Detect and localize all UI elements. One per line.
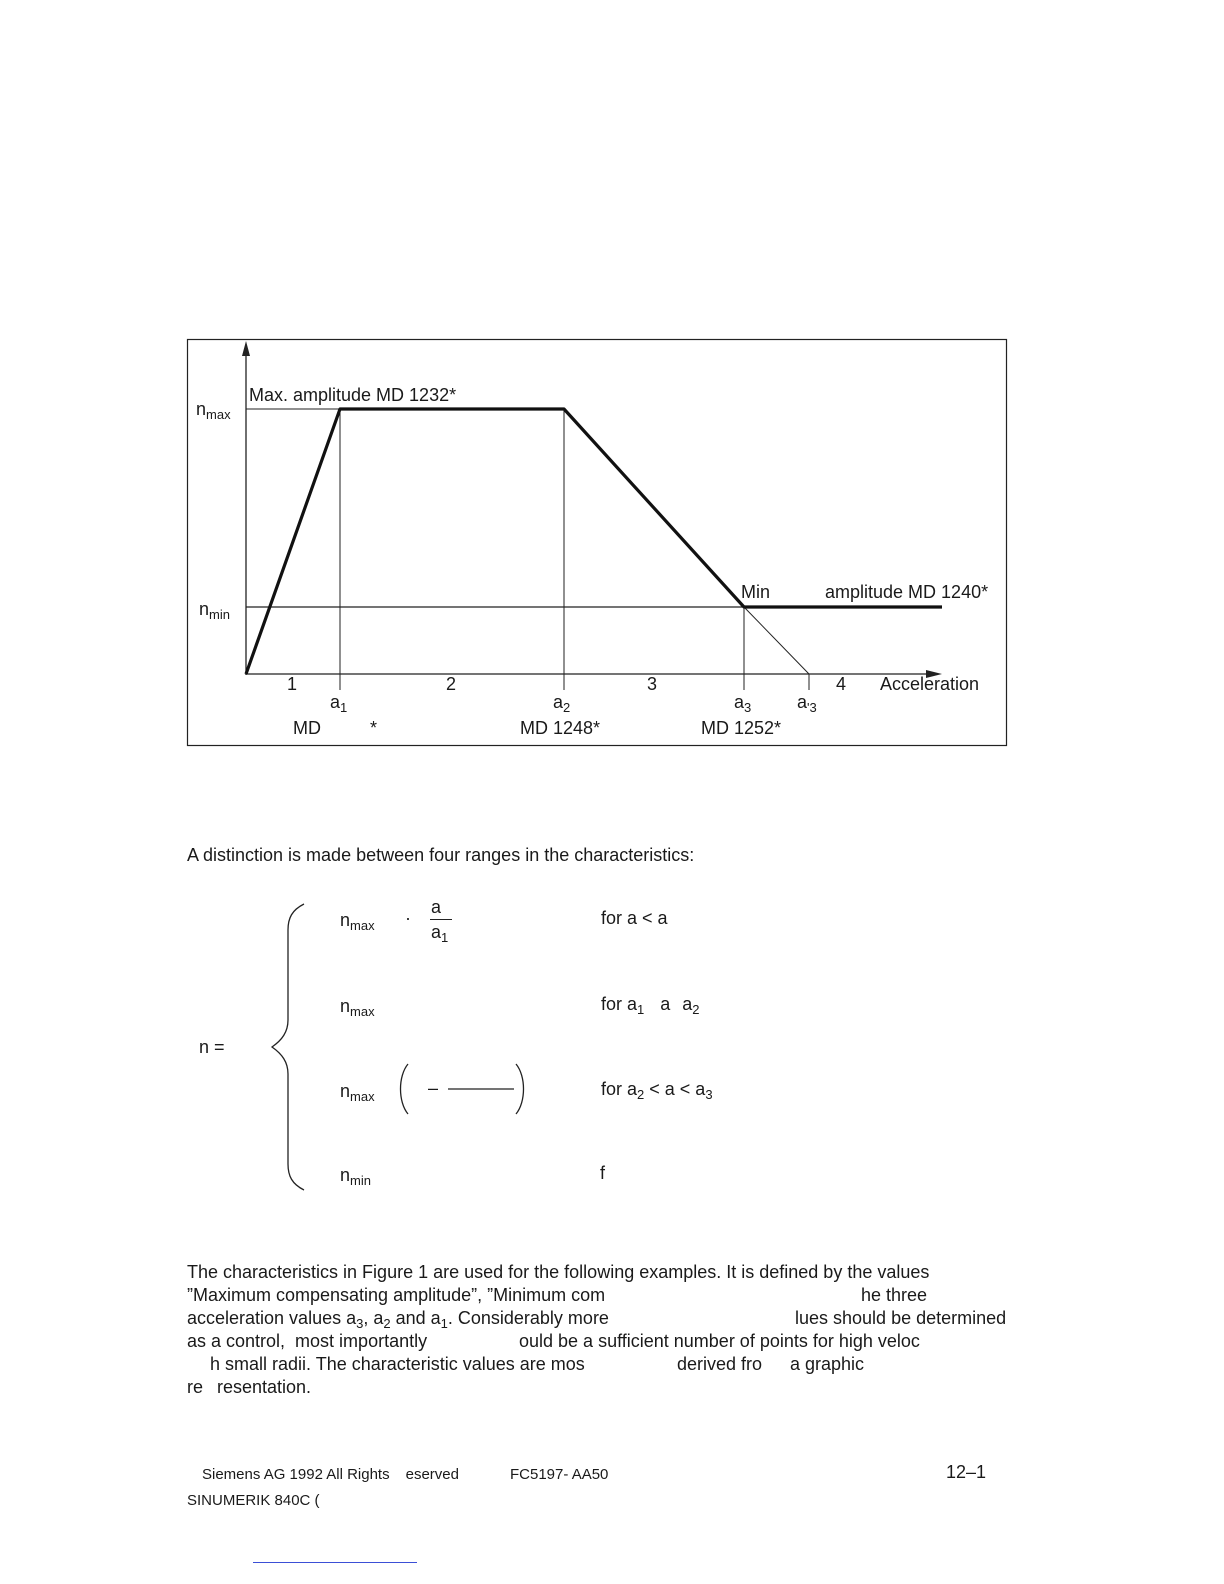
footer-link-underline [253, 1562, 417, 1563]
extended-slope-line [744, 607, 809, 674]
a3-prime-base: a [797, 692, 808, 712]
min-label: Min [741, 582, 771, 602]
a3-sub: 3 [744, 700, 752, 715]
p3-s2: 2 [383, 1316, 391, 1331]
a2-sub: 2 [563, 700, 571, 715]
para-line-4a: as a control, most importantly [187, 1331, 428, 1351]
fraction-numerator: a [431, 897, 442, 917]
case1-dot: · [405, 908, 411, 928]
formula-lhs: n = [199, 1037, 225, 1057]
case4-condition: f [600, 1163, 606, 1183]
footer-copyright [202, 1466, 459, 1483]
p3-e: lues should be determined [795, 1308, 1007, 1328]
md-label-a3: MD 1252* [701, 718, 782, 738]
fraction-den-sub: 1 [441, 930, 449, 945]
case1-max: max [350, 918, 375, 933]
case2-a-mid: a [660, 994, 671, 1014]
a2-label [553, 692, 570, 713]
case2-condition [601, 994, 700, 1015]
case3-minus: – [428, 1078, 439, 1098]
p3-d: . Considerably more [447, 1308, 609, 1328]
para-line-5 [187, 1353, 1007, 1376]
y-axis-arrow [242, 341, 250, 356]
para-line-5b: derived fro [677, 1354, 763, 1374]
body-paragraph [187, 1261, 1007, 1399]
p3-b: , a [363, 1308, 384, 1328]
para-line-6 [187, 1376, 1007, 1399]
y-label-nmin-base: n [199, 599, 210, 619]
footer-product: SINUMERIK 840C ( [187, 1492, 320, 1509]
y-label-nmax [196, 399, 231, 420]
para-line-2b: he three [861, 1285, 928, 1305]
md-label-a2: MD 1248* [520, 718, 601, 738]
footer-copyright-a: Siemens AG 1992 All Rights [202, 1466, 390, 1483]
case3-n: n [340, 1081, 351, 1101]
y-label-nmin [199, 599, 230, 620]
range-label-2: 2 [446, 674, 457, 694]
case1-n: n [340, 910, 351, 930]
a1-sub: 1 [340, 700, 348, 715]
case3-mid: < a < a [644, 1079, 706, 1099]
p3-a: acceleration values a [187, 1308, 357, 1328]
a3-prime-sub: '3 [807, 700, 817, 715]
para-line-4 [187, 1330, 1007, 1353]
a1-base: a [330, 692, 341, 712]
md-label-a1-star: * [370, 718, 378, 738]
case4-nmin [340, 1165, 371, 1186]
x-axis-label: Acceleration [880, 674, 980, 694]
characteristic-curve [246, 409, 942, 674]
para-line-4b: ould be a sufficient number of points for high veloc [519, 1331, 920, 1351]
para-line-2a: ”Maximum compensating amplitude”, ”Minimum com [187, 1285, 606, 1305]
case3-nmax [340, 1081, 375, 1102]
case2-a-end: a [682, 994, 693, 1014]
case2-for-a: for a [601, 994, 638, 1014]
y-label-nmax-base: n [196, 399, 207, 419]
footer-doc-code: FC5197- AA50 [510, 1466, 609, 1483]
para-line-3 [187, 1307, 1007, 1330]
para-line-6b: resentation. [217, 1377, 312, 1397]
case1-nmax [340, 910, 375, 931]
a3-label [734, 692, 751, 713]
p3-c: and a [390, 1308, 441, 1328]
y-label-nmin-sub: min [209, 607, 230, 622]
y-label-nmax-sub: max [206, 407, 231, 422]
fraction-bar [430, 919, 452, 920]
case3-parentheses [396, 1060, 530, 1118]
md-label-a1: MD [293, 718, 321, 738]
case2-sub1: 1 [637, 1002, 645, 1017]
case3-condition [601, 1079, 713, 1100]
case2-n: n [340, 996, 351, 1016]
case2-max: max [350, 1004, 375, 1019]
case3-for-a: for a [601, 1079, 638, 1099]
case3-sub2: 2 [637, 1087, 645, 1102]
footer-copyright-b: eserved [405, 1466, 459, 1483]
para-line-6a: re [187, 1377, 204, 1397]
max-amplitude-label: Max. amplitude MD 1232* [249, 385, 457, 405]
case3-sub3: 3 [705, 1087, 713, 1102]
a2-base: a [553, 692, 564, 712]
curly-brace [268, 900, 312, 1194]
a3-prime-label [797, 692, 817, 713]
fraction-den-base: a [431, 922, 442, 942]
min-amplitude-label: amplitude MD 1240* [825, 582, 989, 602]
fraction-denominator [431, 922, 448, 943]
case2-sub2: 2 [692, 1002, 700, 1017]
footer-page-number: 12–1 [946, 1462, 987, 1482]
range-label-3: 3 [647, 674, 658, 694]
p3-s3: 3 [356, 1316, 364, 1331]
range-label-4: 4 [836, 674, 847, 694]
intro-text: A distinction is made between four ranges in the characteristics: [187, 845, 695, 865]
case2-nmax [340, 996, 375, 1017]
para-line-1: The characteristics in Figure 1 are used for the following examples. It is defined by the values [187, 1262, 930, 1282]
case4-n: n [340, 1165, 351, 1185]
a3-base: a [734, 692, 745, 712]
case3-max: max [350, 1089, 375, 1104]
a1-label [330, 692, 347, 713]
para-line-5c: a graphic [790, 1354, 865, 1374]
case4-min: min [350, 1173, 371, 1188]
para-line-2 [187, 1284, 1007, 1307]
case1-condition: for a < a [601, 908, 668, 928]
para-line-5a: h small radii. The characteristic values are mos [210, 1354, 585, 1374]
p3-s1: 1 [440, 1316, 448, 1331]
range-label-1: 1 [287, 674, 298, 694]
